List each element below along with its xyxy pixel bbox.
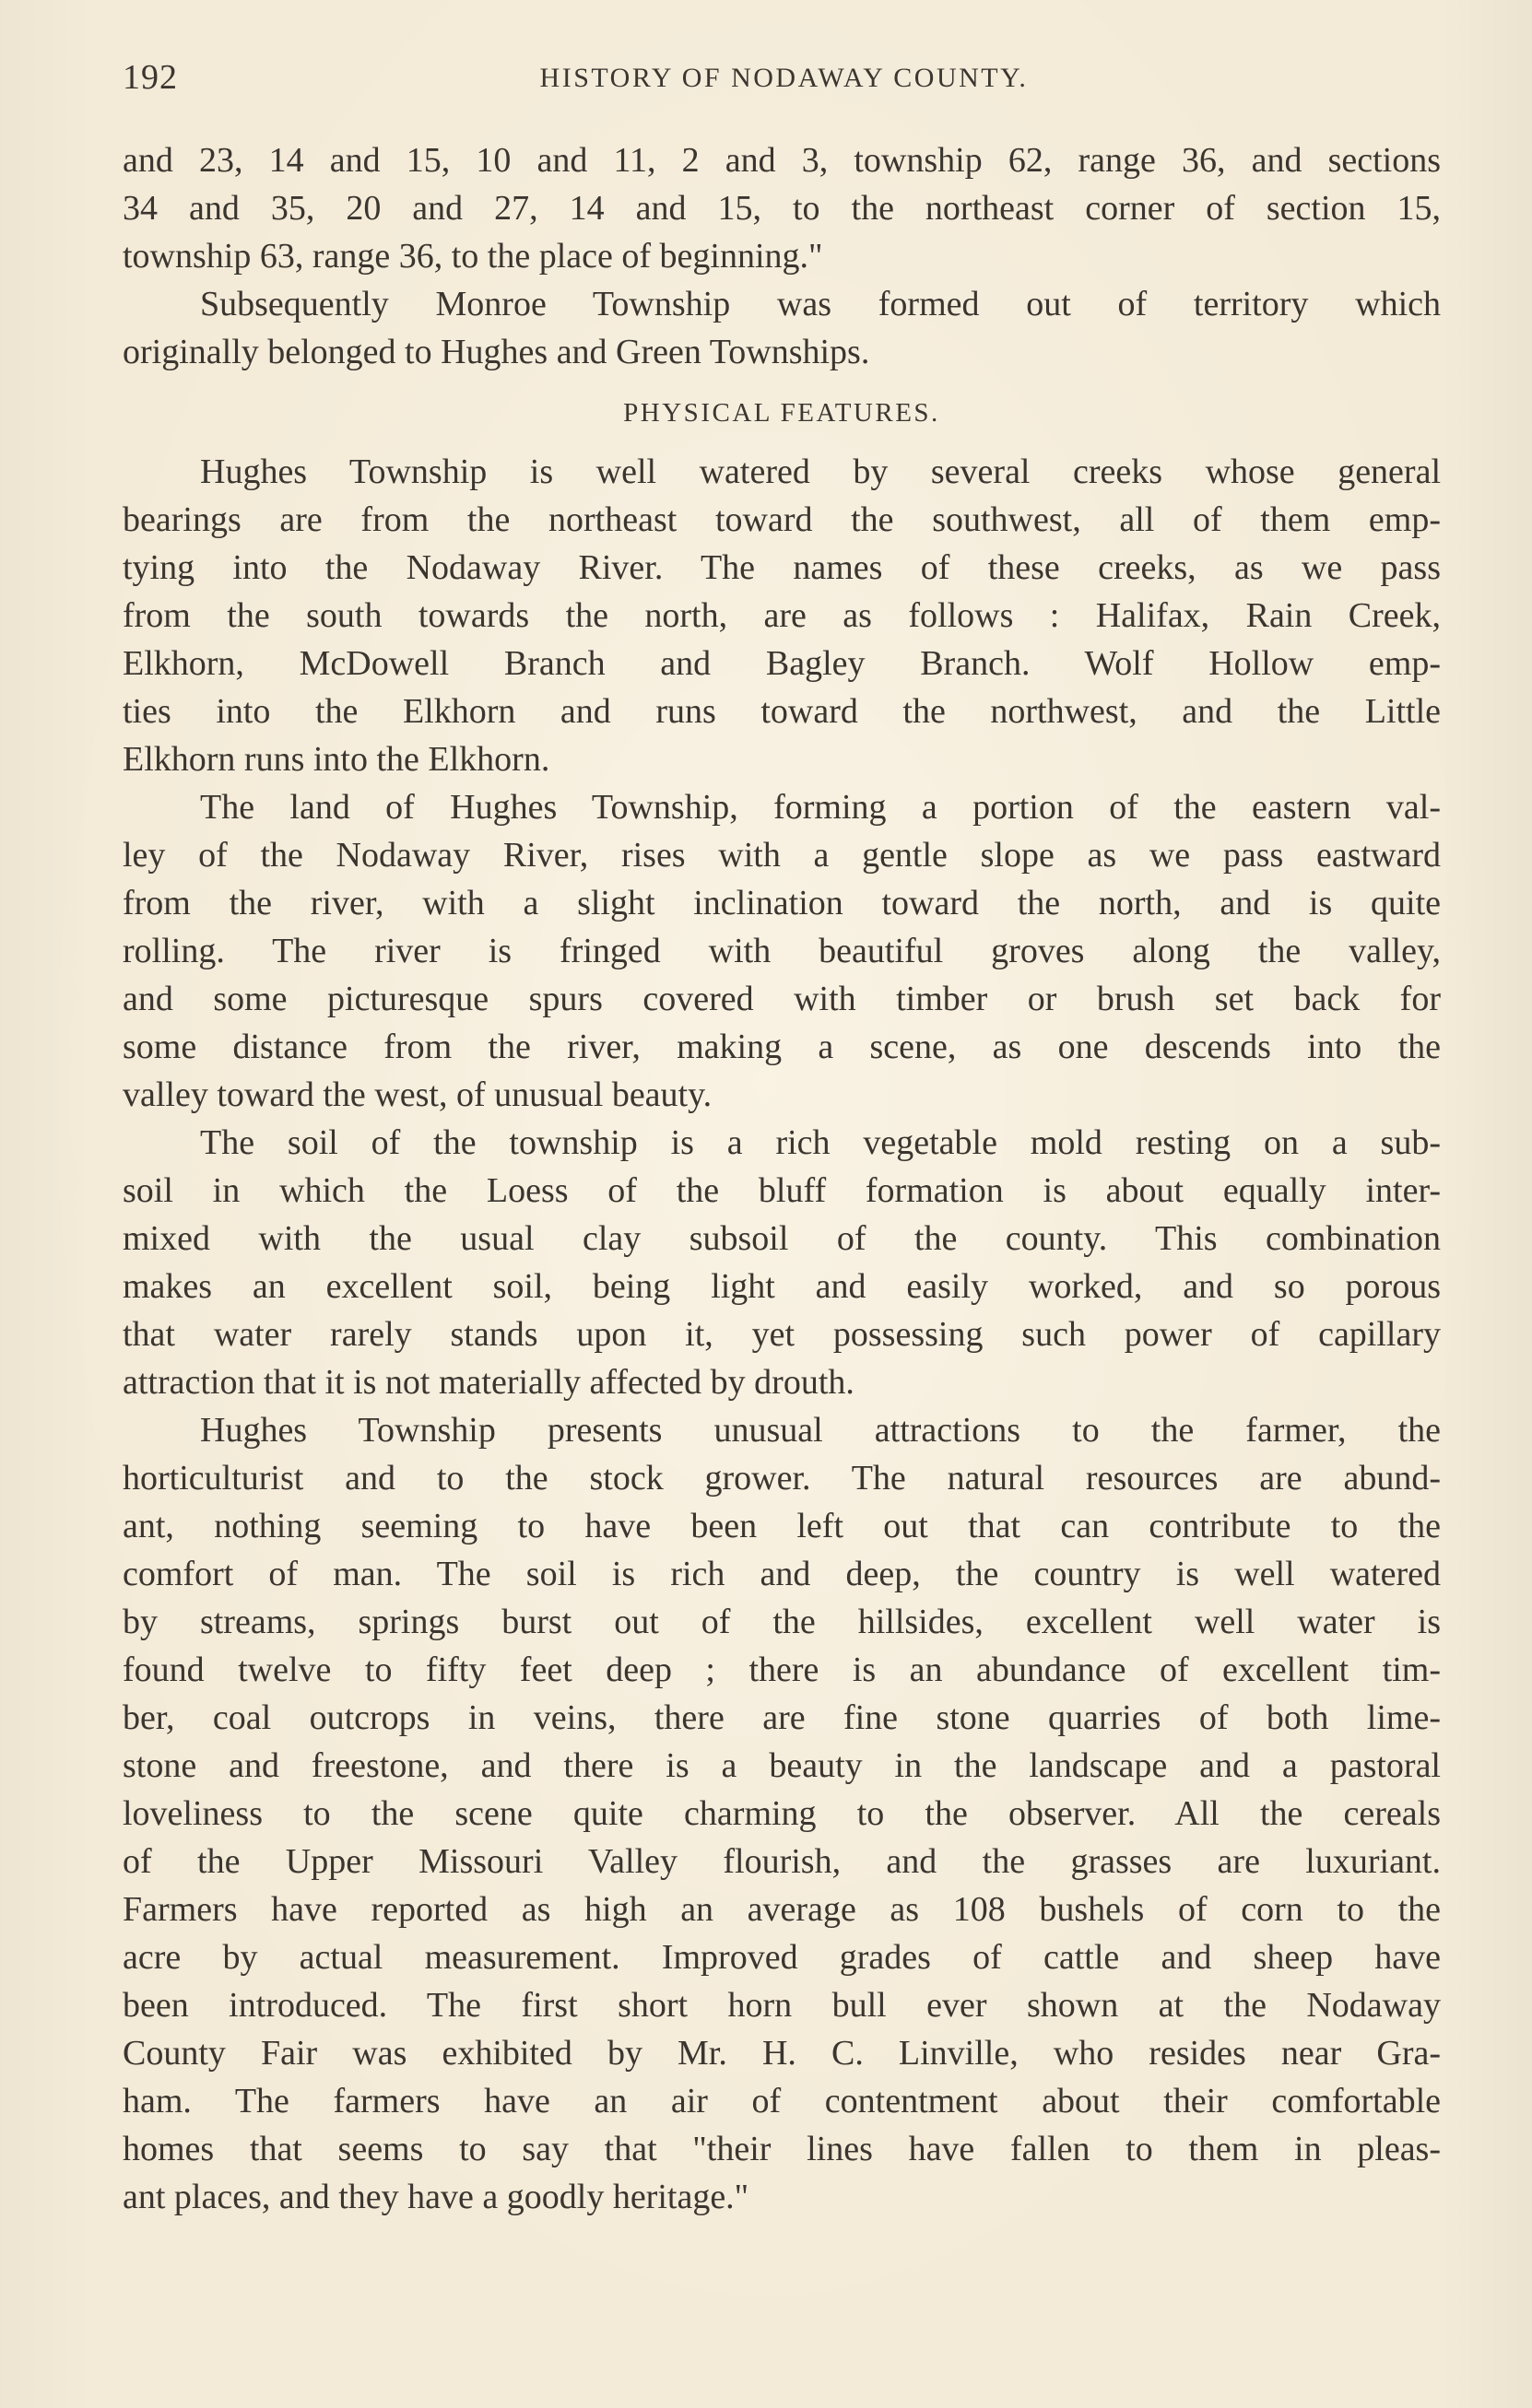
text-line: ant places, and they have a goodly heritage." bbox=[123, 2178, 749, 2216]
text-line: ber, coal outcrops in veins, there are fine stone quarries of both lime- bbox=[123, 1698, 1441, 1737]
text-line: Farmers have reported as high an average as 108 bushels of corn to the bbox=[123, 1890, 1441, 1929]
text-line: some distance from the river, making a scene, as one descends into the bbox=[123, 1028, 1441, 1066]
text-line: by streams, springs burst out of the hillsides, excellent well water is bbox=[123, 1603, 1441, 1641]
text-line: soil in which the Loess of the bluff formation is about equally inter- bbox=[123, 1171, 1441, 1210]
text-line: comfort of man. The soil is rich and deep, the country is well watered bbox=[123, 1555, 1441, 1593]
text-line: valley toward the west, of unusual beauty. bbox=[123, 1075, 713, 1114]
text-line: from the south towards the north, are as follows : Halifax, Rain Creek, bbox=[123, 596, 1441, 635]
page-header bbox=[123, 57, 1445, 112]
text-line: County Fair was exhibited by Mr. H. C. Linville, who resides near Gra- bbox=[123, 2034, 1441, 2073]
text-line: stone and freestone, and there is a beauty in the landscape and a pastoral bbox=[123, 1746, 1441, 1785]
section-heading: PHYSICAL FEATURES. bbox=[623, 398, 940, 428]
text-line: and 23, 14 and 15, 10 and 11, 2 and 3, township 62, range 36, and sections bbox=[123, 141, 1441, 180]
text-line: Elkhorn runs into the Elkhorn. bbox=[123, 740, 550, 779]
text-line: ant, nothing seeming to have been left out that can contribute to the bbox=[123, 1507, 1441, 1545]
text-line: of the Upper Missouri Valley flourish, and the grasses are luxuriant. bbox=[123, 1842, 1441, 1881]
text-line: rolling. The river is fringed with beautiful groves along the valley, bbox=[123, 932, 1441, 970]
intro-paragraph bbox=[123, 136, 1441, 280]
text-line: township 63, range 36, to the place of beginning." bbox=[123, 237, 823, 276]
text-line: attraction that it is not materially affected by drouth. bbox=[123, 1363, 854, 1402]
text-line: that water rarely stands upon it, yet possessing such power of capillary bbox=[123, 1315, 1441, 1354]
text-line: makes an excellent soil, being light and easily worked, and so porous bbox=[123, 1267, 1441, 1306]
text-line: found twelve to fifty feet deep ; there is an abundance of excellent tim- bbox=[123, 1650, 1441, 1689]
text-line: horticulturist and to the stock grower. The natural resources are abund- bbox=[123, 1459, 1441, 1498]
text-line: loveliness to the scene quite charming to the observer. All the cereals bbox=[123, 1794, 1441, 1833]
text-line: ties into the Elkhorn and runs toward the northwest, and the Little bbox=[123, 692, 1441, 731]
paragraph-attractions bbox=[123, 1406, 1441, 2221]
paragraph-creeks bbox=[123, 448, 1441, 783]
text-line: The land of Hughes Township, forming a portion of the eastern val- bbox=[200, 788, 1441, 827]
monroe-paragraph bbox=[123, 280, 1441, 376]
text-line: ley of the Nodaway River, rises with a gentle slope as we pass eastward bbox=[123, 836, 1441, 875]
running-head: HISTORY OF NODAWAY COUNTY. bbox=[539, 63, 1029, 93]
text-line: tying into the Nodaway River. The names of these creeks, as we pass bbox=[123, 548, 1441, 587]
text-line: bearings are from the northeast toward the southwest, all of them emp- bbox=[123, 500, 1441, 539]
text-line: Hughes Township presents unusual attractions to the farmer, the bbox=[200, 1411, 1441, 1450]
paragraph-land bbox=[123, 783, 1441, 1119]
text-line: Subsequently Monroe Township was formed out of territory which bbox=[200, 285, 1441, 323]
text-line: mixed with the usual clay subsoil of the county. This combination bbox=[123, 1219, 1441, 1258]
text-line: The soil of the township is a rich vegetable mold resting on a sub- bbox=[200, 1123, 1441, 1162]
text-line: and some picturesque spurs covered with timber or brush set back for bbox=[123, 980, 1441, 1018]
page-number: 192 bbox=[123, 58, 178, 97]
paragraph-soil bbox=[123, 1119, 1441, 1406]
text-line: acre by actual measurement. Improved grades of cattle and sheep have bbox=[123, 1938, 1441, 1977]
page-body bbox=[123, 136, 1441, 2221]
text-line: ham. The farmers have an air of contentment about their comfortable bbox=[123, 2082, 1441, 2120]
text-line: been introduced. The first short horn bull ever shown at the Nodaway bbox=[123, 1986, 1441, 2025]
text-line: homes that seems to say that "their lines have fallen to them in pleas- bbox=[123, 2130, 1441, 2168]
text-line: Hughes Township is well watered by several creeks whose general bbox=[200, 452, 1441, 491]
text-line: from the river, with a slight inclination toward the north, and is quite bbox=[123, 884, 1441, 922]
text-line: Elkhorn, McDowell Branch and Bagley Branch. Wolf Hollow emp- bbox=[123, 644, 1441, 683]
text-line: originally belonged to Hughes and Green Townships. bbox=[123, 333, 870, 371]
text-line: 34 and 35, 20 and 27, 14 and 15, to the northeast corner of section 15, bbox=[123, 189, 1441, 228]
